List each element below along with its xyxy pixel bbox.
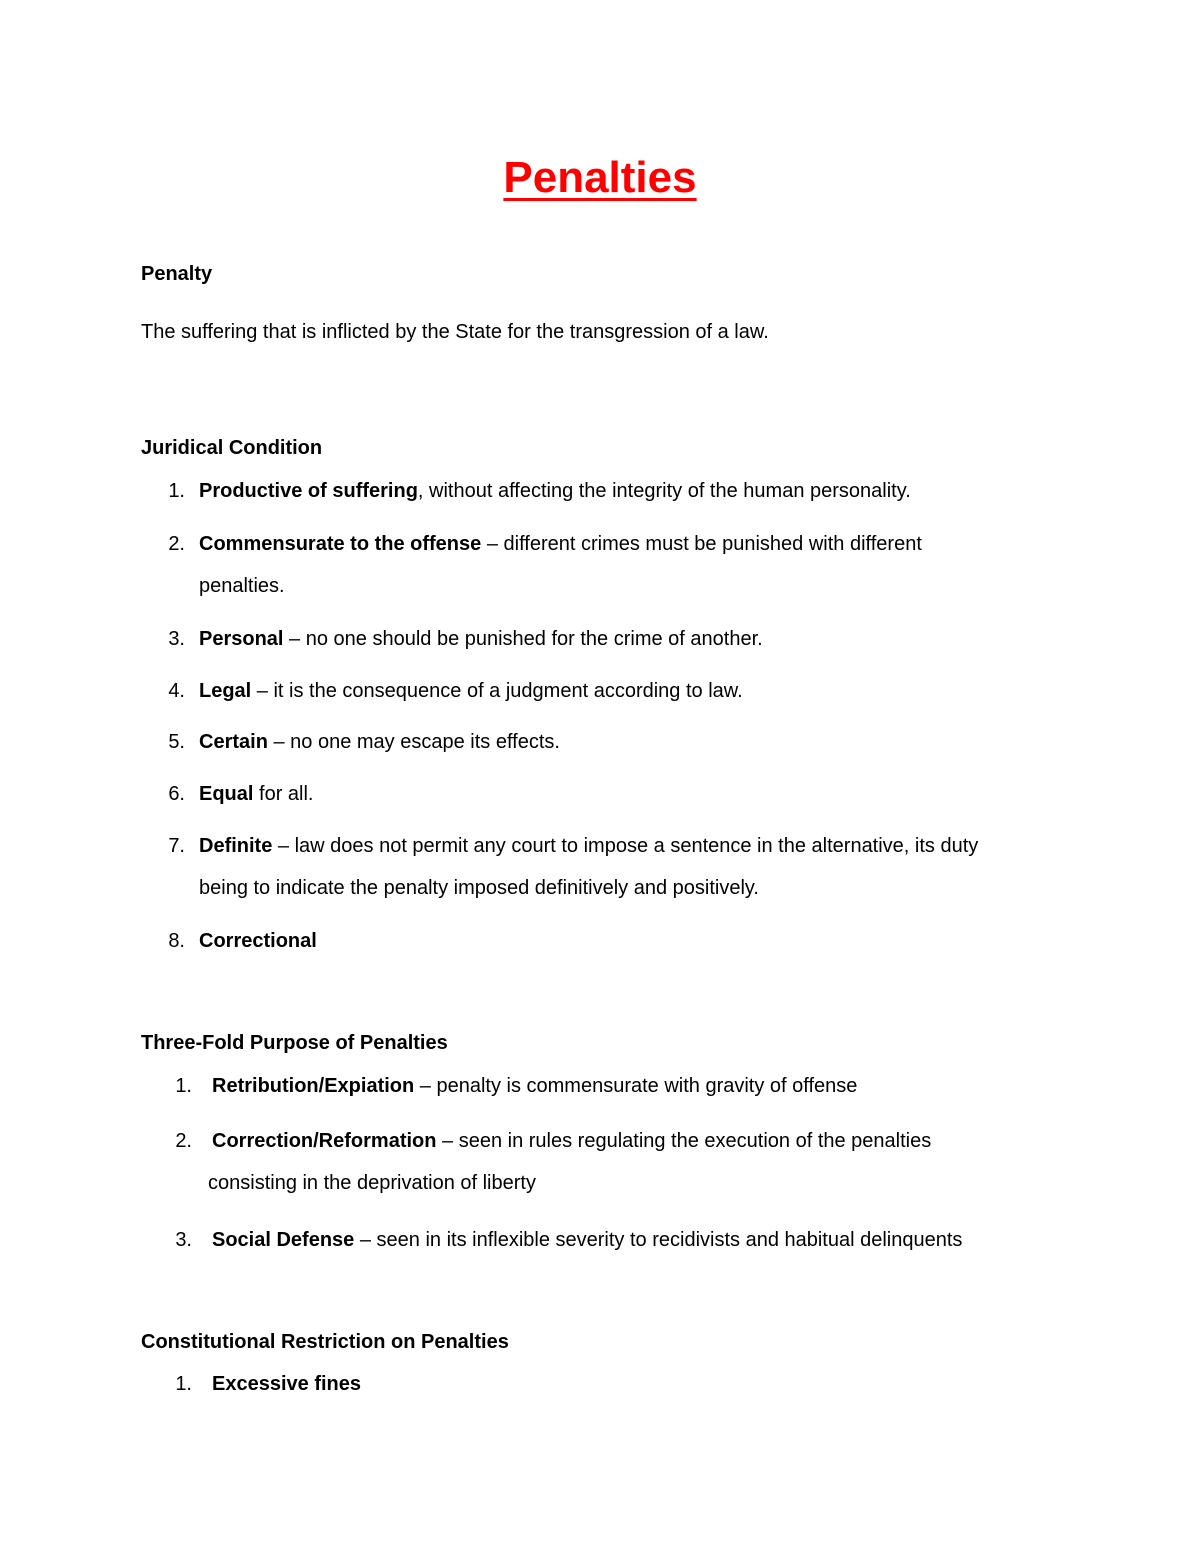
list-text: – no one may escape its effects.: [267, 731, 560, 753]
list-text: – law does not permit any court to impose a sentence in the alternative, its duty: [272, 835, 979, 857]
list-term: Productive of suffering: [199, 480, 418, 502]
list-term: Retribution/Expiation: [212, 1075, 415, 1097]
list-number: 1.: [168, 480, 185, 502]
list-item: [141, 1219, 1101, 1261]
document-title: Penalties: [503, 153, 697, 202]
list-number: 2.: [168, 533, 185, 555]
list-item: [141, 1363, 1101, 1405]
list-number: 3.: [175, 1229, 192, 1251]
list-item: [141, 523, 1101, 607]
list-term: Certain: [199, 731, 268, 753]
list-number: 3.: [168, 628, 185, 650]
list-text: – penalty is commensurate with gravity of offense: [414, 1075, 858, 1097]
list-item: [141, 773, 1101, 815]
list-item: [141, 1120, 1101, 1204]
list-text-continuation: consisting in the deprivation of liberty: [208, 1172, 536, 1194]
list-item: [141, 825, 1101, 909]
list-text: for all.: [253, 783, 314, 805]
list-number: 6.: [168, 783, 185, 805]
list-text: – seen in its inflexible severity to recidivists and habitual delinquents: [354, 1229, 963, 1251]
list-term: Correction/Reformation: [212, 1130, 437, 1152]
definition-heading: Penalty: [141, 263, 213, 285]
list-text-continuation: penalties.: [199, 575, 285, 597]
list-text: – seen in rules regulating the execution of the penalties: [436, 1130, 932, 1152]
list-term: Legal: [199, 680, 252, 702]
list-number: 4.: [168, 680, 185, 702]
list-item: [141, 721, 1101, 763]
juridical-condition-heading: Juridical Condition: [141, 437, 323, 459]
list-term: Equal: [199, 783, 254, 805]
list-number: 7.: [168, 835, 185, 857]
list-term: Excessive fines: [212, 1373, 361, 1395]
list-number: 8.: [168, 930, 185, 952]
list-term: Correctional: [199, 930, 317, 952]
list-number: 2.: [175, 1130, 192, 1152]
list-number: 1.: [175, 1373, 192, 1395]
constitutional-heading: Constitutional Restriction on Penalties: [141, 1331, 509, 1353]
list-number: 1.: [175, 1075, 192, 1097]
list-text: – different crimes must be punished with different: [481, 533, 922, 555]
purpose-heading: Three-Fold Purpose of Penalties: [141, 1032, 448, 1054]
list-item: [141, 618, 1101, 660]
definition-text: The suffering that is inflicted by the State for the transgression of a law.: [141, 321, 769, 343]
list-term: Definite: [199, 835, 273, 857]
list-text: – no one should be punished for the crime of another.: [283, 628, 763, 650]
list-text: – it is the consequence of a judgment according to law.: [251, 680, 743, 702]
list-term: Personal: [199, 628, 284, 650]
list-term: Commensurate to the offense: [199, 533, 482, 555]
list-item: [141, 1065, 1101, 1107]
list-term: Social Defense: [212, 1229, 355, 1251]
list-item: [141, 920, 1101, 962]
list-item: [141, 670, 1101, 712]
list-text-continuation: being to indicate the penalty imposed definitively and positively.: [199, 877, 759, 899]
list-item: [141, 470, 1101, 512]
list-text: , without affecting the integrity of the human personality.: [417, 480, 911, 502]
list-number: 5.: [168, 731, 185, 753]
